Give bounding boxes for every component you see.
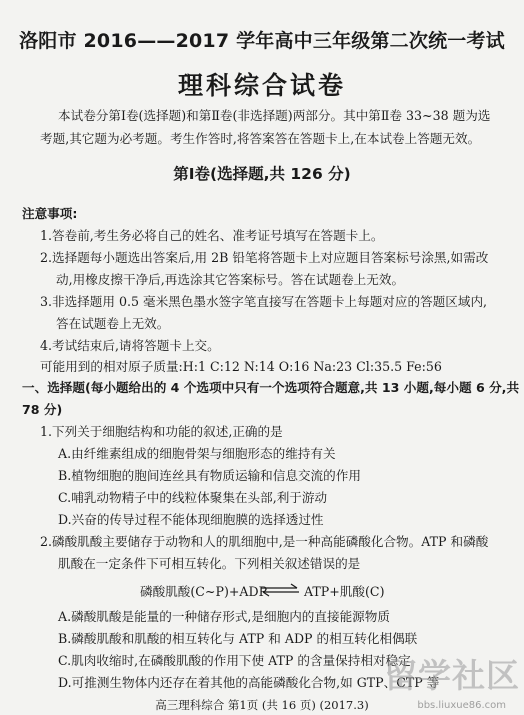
- notice-heading: 注意事项:: [22, 206, 78, 221]
- question-2-option: C.肌肉收缩时,在磷酸肌酸的作用下使 ATP 的含量保持相对稳定: [58, 653, 411, 668]
- question-2-option: D.可推测生物体内还存在着其他的高能磷酸化合物,如 GTP、CTP 等: [58, 675, 440, 690]
- notice-line: 4.考试结束后,请将答题卡上交。: [40, 338, 220, 353]
- question-2-option: A.磷酸肌酸是能量的一种储存形式,是细胞内的直接能源物质: [58, 609, 390, 624]
- notice-line: 1.答卷前,考生务必将自己的姓名、准考证号填写在答题卡上。: [40, 228, 384, 243]
- page-footer: 高三理科综合 第1页 (共 16 页) (2017.3): [155, 698, 369, 712]
- atomic-mass-line: 可能用到的相对原子质量:H:1 C:12 N:14 O:16 Na:23 Cl:35.5 Fe:56: [40, 359, 442, 374]
- watermark-url: bbs.liuxue86.com: [417, 700, 506, 711]
- intro-line-2: 考题,其它题为必考题。考生作答时,将答案答在答题卡上,在本试卷上答题无效。: [40, 131, 481, 146]
- part-one-heading: 一、选择题(每小题给出的 4 个选项中只有一个选项符合题意,共 13 小题,每小题 6 分,共: [22, 380, 520, 395]
- section-title: 第Ⅰ卷(选择题,共 126 分): [173, 165, 351, 183]
- question-2-stem-cont: 肌酸在一定条件下可相互转化。下列相关叙述错误的是: [58, 556, 361, 571]
- notice-line: 3.非选择题用 0.5 毫米黑色墨水签字笔直接写在答题卡上每题对应的答题区域内,: [40, 294, 488, 309]
- question-1-option: B.植物细胞的胞间连丝具有物质运输和信息交流的作用: [58, 468, 361, 483]
- question-1-option: A.由纤维素组成的细胞骨架与细胞形态的维持有关: [58, 446, 336, 461]
- notice-line: 2.选择题每小题选出答案后,用 2B 铅笔将答题卡上对应题目答案标号涂黑,如需改: [40, 250, 489, 265]
- question-1-option: C.哺乳动物精子中的线粒体聚集在头部,利于游动: [58, 490, 328, 505]
- question-2-option: B.磷酸肌酸和肌酸的相互转化与 ATP 和 ADP 的相互转化相偶联: [58, 631, 418, 646]
- notice-line: 动,用橡皮擦干净后,再选涂其它答案标号。答在试题卷上无效。: [56, 272, 405, 287]
- question-2-stem: 2.磷酸肌酸主要储存于动物和人的肌细胞中,是一种高能磷酸化合物。ATP 和磷酸: [40, 534, 489, 549]
- exam-subtitle: 理科综合试卷: [177, 71, 346, 100]
- question-1-stem: 1.下列关于细胞结构和功能的叙述,正确的是: [40, 424, 283, 439]
- notice-line: 答在试题卷上无效。: [56, 316, 170, 331]
- intro-line-1: 本试卷分第Ⅰ卷(选择题)和第Ⅱ卷(非选择题)两部分。其中第Ⅱ卷 33~38 题为选: [58, 108, 491, 123]
- watermark-brand: 留学社区: [384, 656, 520, 695]
- reversible-arrow-icon: [259, 580, 301, 600]
- part-one-heading-cont: 78 分): [22, 402, 63, 417]
- exam-title: 洛阳市 2016——2017 学年高中三年级第二次统一考试: [19, 30, 505, 52]
- equation-right: ATP+肌酸(C): [304, 584, 385, 599]
- question-1-option: D.兴奋的传导过程不能体现细胞膜的选择透过性: [58, 512, 324, 527]
- equation-left: 磷酸肌酸(C~P)+ADP: [140, 584, 268, 599]
